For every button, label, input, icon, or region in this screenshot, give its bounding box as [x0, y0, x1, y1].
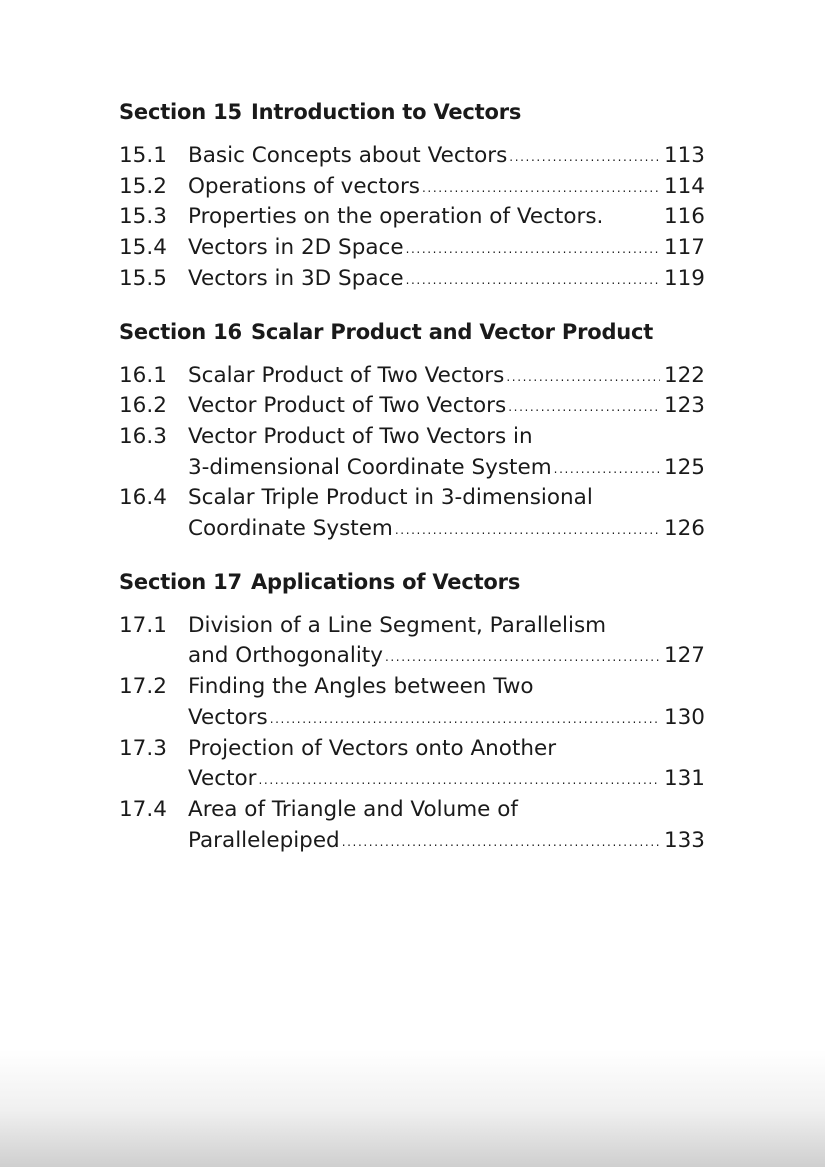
- section-heading: [119, 98, 705, 126]
- entry-title: Vectors in 2D Space: [188, 235, 404, 261]
- entry-title: Operations of vectors: [188, 173, 420, 199]
- entry-page-number: 114: [663, 173, 705, 199]
- entry-title: Vector Product of Two Vectors: [188, 393, 507, 419]
- dot-leader: [270, 713, 660, 725]
- dot-leader: [422, 182, 660, 194]
- entry-number: 15.2: [119, 173, 167, 199]
- entry-title: Properties on the operation of Vectors.: [188, 204, 604, 230]
- entry-number: 17.3: [119, 735, 167, 761]
- dot-leader: [509, 151, 660, 163]
- entry-number: 15.3: [119, 204, 167, 230]
- entry-page-number: 113: [663, 143, 705, 168]
- dot-leader: [506, 371, 660, 383]
- entry-number: 16.4: [119, 485, 167, 511]
- dot-leader: [259, 774, 660, 786]
- entry-number: 16.3: [119, 423, 167, 449]
- toc-entry[interactable]: [119, 202, 705, 233]
- entry-page-number: 119: [663, 265, 705, 291]
- entry-title-line: Coordinate System: [188, 516, 393, 542]
- entry-title-line: Vector: [188, 766, 257, 792]
- dot-leader: [554, 463, 660, 475]
- entry-number: 15.4: [119, 235, 167, 261]
- entry-page-number: 117: [663, 235, 705, 261]
- toc-section-15: [119, 98, 705, 295]
- toc-entry[interactable]: [119, 172, 705, 203]
- section-label: Section 16: [119, 319, 242, 344]
- section-title: Scalar Product and Vector Product: [250, 319, 654, 344]
- dot-leader: [406, 243, 660, 255]
- entry-page-number: 123: [663, 393, 705, 419]
- toc-entry[interactable]: [119, 361, 705, 392]
- entry-title-line: Area of Triangle and Volume of: [188, 796, 518, 822]
- toc-entry[interactable]: [119, 734, 705, 795]
- entry-title-line: Scalar Triple Product in 3-dimensional: [188, 485, 593, 511]
- dot-leader: [342, 836, 660, 848]
- section-heading: [119, 318, 705, 346]
- dot-leader: [406, 274, 660, 286]
- entry-page-number: 133: [663, 827, 705, 853]
- entry-title-line: Vector Product of Two Vectors in: [188, 423, 533, 449]
- entry-number: 15.5: [119, 265, 167, 291]
- entry-title: Scalar Product of Two Vectors: [188, 362, 505, 388]
- entry-page-number: 131: [663, 766, 705, 792]
- entry-number: 16.1: [119, 362, 167, 388]
- entry-page-number: 116: [663, 204, 705, 230]
- entry-number: 17.2: [119, 674, 167, 700]
- entry-title-line: Projection of Vectors onto Another: [188, 735, 557, 761]
- dot-leader: [508, 401, 660, 413]
- entry-title-line: Division of a Line Segment, Parallelism: [188, 612, 607, 638]
- entry-number: 17.4: [119, 796, 167, 822]
- toc-entry[interactable]: [119, 141, 705, 172]
- toc-entry[interactable]: [119, 264, 705, 295]
- entry-title: Basic Concepts about Vectors: [188, 143, 508, 168]
- entry-number: 15.1: [119, 143, 167, 168]
- entry-page-number: 130: [663, 704, 705, 730]
- toc-entry[interactable]: [119, 795, 705, 856]
- section-label: Section 15: [119, 100, 242, 124]
- toc-section-16: [119, 318, 705, 545]
- entry-title-line: Parallelepiped: [188, 827, 340, 853]
- toc-entry[interactable]: [119, 391, 705, 422]
- entry-title-line: and Orthogonality: [188, 643, 383, 669]
- dot-leader: [385, 651, 660, 663]
- table-of-contents: [119, 98, 705, 879]
- toc-entry[interactable]: [119, 483, 705, 544]
- entry-page-number: 127: [663, 643, 705, 669]
- entry-title-line: Vectors: [188, 704, 268, 730]
- toc-entry[interactable]: [119, 672, 705, 733]
- entry-title-line: 3-dimensional Coordinate System: [188, 454, 552, 480]
- entry-number: 17.1: [119, 612, 167, 638]
- entry-title-line: Finding the Angles between Two: [188, 674, 534, 700]
- toc-entry[interactable]: [119, 233, 705, 264]
- section-label: Section 17: [119, 569, 242, 594]
- entry-page-number: 125: [663, 454, 705, 480]
- entry-page-number: 122: [663, 362, 705, 388]
- section-title: Applications of Vectors: [250, 569, 521, 594]
- toc-entry[interactable]: [119, 611, 705, 672]
- entry-page-number: 126: [663, 516, 705, 542]
- entry-number: 16.2: [119, 393, 167, 419]
- dot-leader: [395, 524, 660, 536]
- section-heading: [119, 568, 705, 596]
- section-title: Introduction to Vectors: [250, 100, 522, 124]
- entry-title: Vectors in 3D Space: [188, 265, 404, 291]
- toc-entry[interactable]: [119, 422, 705, 483]
- toc-section-17: [119, 568, 705, 857]
